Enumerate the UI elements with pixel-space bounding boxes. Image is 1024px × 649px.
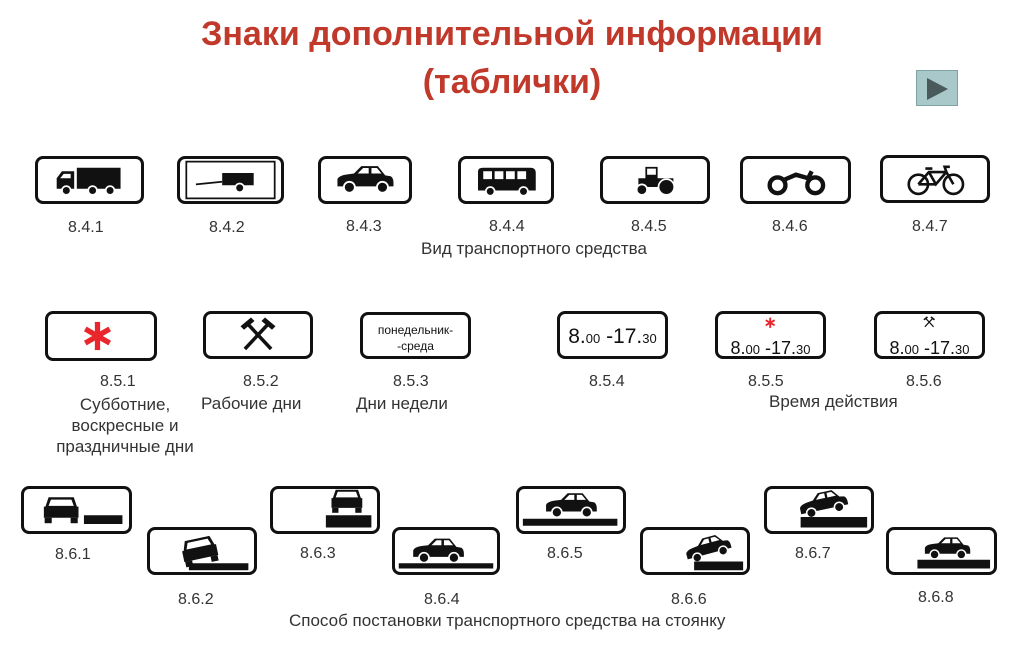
caption-parking-method: Способ постановки транспортного средства на стоянку <box>289 611 726 630</box>
car-side-tilted-icon <box>643 530 747 572</box>
code-8-5-1: 8.5.1 <box>100 373 136 390</box>
code-8-5-5: 8.5.5 <box>748 373 784 390</box>
sign-8-5-4 <box>557 311 668 359</box>
sign-8-4-1 <box>35 156 144 204</box>
sign-8-4-7 <box>880 155 990 203</box>
time-end: -17. <box>918 338 956 358</box>
sign-8-6-5 <box>516 486 626 534</box>
caption-holidays-line3: праздничные дни <box>56 437 194 456</box>
motorcycle-icon <box>743 159 848 201</box>
crossed-hammers-icon <box>206 314 310 356</box>
sign-8-6-4 <box>392 527 500 575</box>
caption-working-days: Рабочие дни <box>201 394 302 413</box>
code-8-4-5: 8.4.5 <box>631 218 667 235</box>
parking-on-road-icon <box>24 489 129 531</box>
sign-8-4-6 <box>740 156 851 204</box>
sign-weekdays-line2: -среда <box>397 339 434 353</box>
caption-time-of-action: Время действия <box>769 392 898 411</box>
code-8-6-8: 8.6.8 <box>918 589 954 606</box>
bus-icon <box>461 159 551 201</box>
time-end-minutes: 30 <box>642 331 657 346</box>
sign-time-8-5-4 <box>560 325 665 349</box>
time-start: 8. <box>730 338 746 358</box>
code-8-4-6: 8.4.6 <box>772 218 808 235</box>
code-8-6-2: 8.6.2 <box>178 591 214 608</box>
sign-8-5-6 <box>874 311 985 359</box>
time-end: -17. <box>600 325 643 348</box>
parking-on-sidewalk-icon <box>273 489 377 531</box>
page-title-line2: (таблички) <box>422 63 602 101</box>
sign-8-6-8 <box>886 527 997 575</box>
car-side-on-sidewalk-icon <box>767 489 871 531</box>
truck-icon <box>38 159 141 201</box>
code-8-6-3: 8.6.3 <box>300 545 336 562</box>
trailer-icon <box>180 159 281 201</box>
code-8-4-3: 8.4.3 <box>346 218 382 235</box>
code-8-4-4: 8.4.4 <box>489 218 525 235</box>
caption-holidays <box>30 394 220 457</box>
code-8-4-2: 8.4.2 <box>209 219 245 236</box>
time-start: 8. <box>889 338 905 358</box>
page-title-line1: Знаки дополнительной информации <box>201 15 823 53</box>
code-8-5-6: 8.5.6 <box>906 373 942 390</box>
sign-8-4-3 <box>318 156 412 204</box>
car-side-sidewalk-icon <box>889 530 994 572</box>
time-start-minutes: 00 <box>745 342 760 357</box>
car-side-curb-icon <box>519 489 623 531</box>
asterisk-icon <box>48 314 154 358</box>
sign-8-6-6 <box>640 527 750 575</box>
code-8-4-7: 8.4.7 <box>912 218 948 235</box>
caption-weekdays: Дни недели <box>356 394 448 413</box>
code-8-5-2: 8.5.2 <box>243 373 279 390</box>
car-side-parking-icon <box>395 530 497 572</box>
time-end: -17. <box>759 338 797 358</box>
code-8-5-3: 8.5.3 <box>393 373 429 390</box>
sign-8-6-7 <box>764 486 874 534</box>
time-start: 8. <box>568 325 586 348</box>
car-icon <box>321 159 409 201</box>
sign-8-5-5 <box>715 311 826 359</box>
sign-8-4-5 <box>600 156 710 204</box>
code-8-6-5: 8.6.5 <box>547 545 583 562</box>
sign-8-6-3 <box>270 486 380 534</box>
sign-8-4-2 <box>177 156 284 204</box>
caption-vehicle-type: Вид транспортного средства <box>421 239 647 258</box>
code-8-6-1: 8.6.1 <box>55 546 91 563</box>
sign-8-6-2 <box>147 527 257 575</box>
sign-8-6-1 <box>21 486 132 534</box>
sign-8-4-4 <box>458 156 554 204</box>
tractor-icon <box>603 159 707 201</box>
bicycle-icon <box>883 158 987 200</box>
code-8-6-4: 8.6.4 <box>424 591 460 608</box>
parking-tilted-curb-icon <box>150 530 254 572</box>
sign-8-5-2 <box>203 311 313 359</box>
caption-holidays-line2: воскресные и <box>71 416 179 435</box>
sign-8-5-1 <box>45 311 157 361</box>
code-8-6-6: 8.6.6 <box>671 591 707 608</box>
sign-time-8-5-6 <box>877 338 982 359</box>
time-end-minutes: 30 <box>955 342 970 357</box>
time-start-minutes: 00 <box>585 331 601 346</box>
sign-weekdays-line1: понедельник- <box>377 323 454 337</box>
time-start-minutes: 00 <box>904 342 919 357</box>
code-8-5-4: 8.5.4 <box>589 373 625 390</box>
next-slide-button[interactable] <box>916 70 958 106</box>
sign-8-5-3 <box>360 312 471 359</box>
code-8-6-7: 8.6.7 <box>795 545 831 562</box>
time-end-minutes: 30 <box>796 342 811 357</box>
caption-holidays-line1: Субботние, <box>79 395 171 414</box>
code-8-4-1: 8.4.1 <box>68 219 104 236</box>
play-triangle-icon <box>917 71 959 107</box>
sign-time-8-5-5 <box>718 338 823 359</box>
